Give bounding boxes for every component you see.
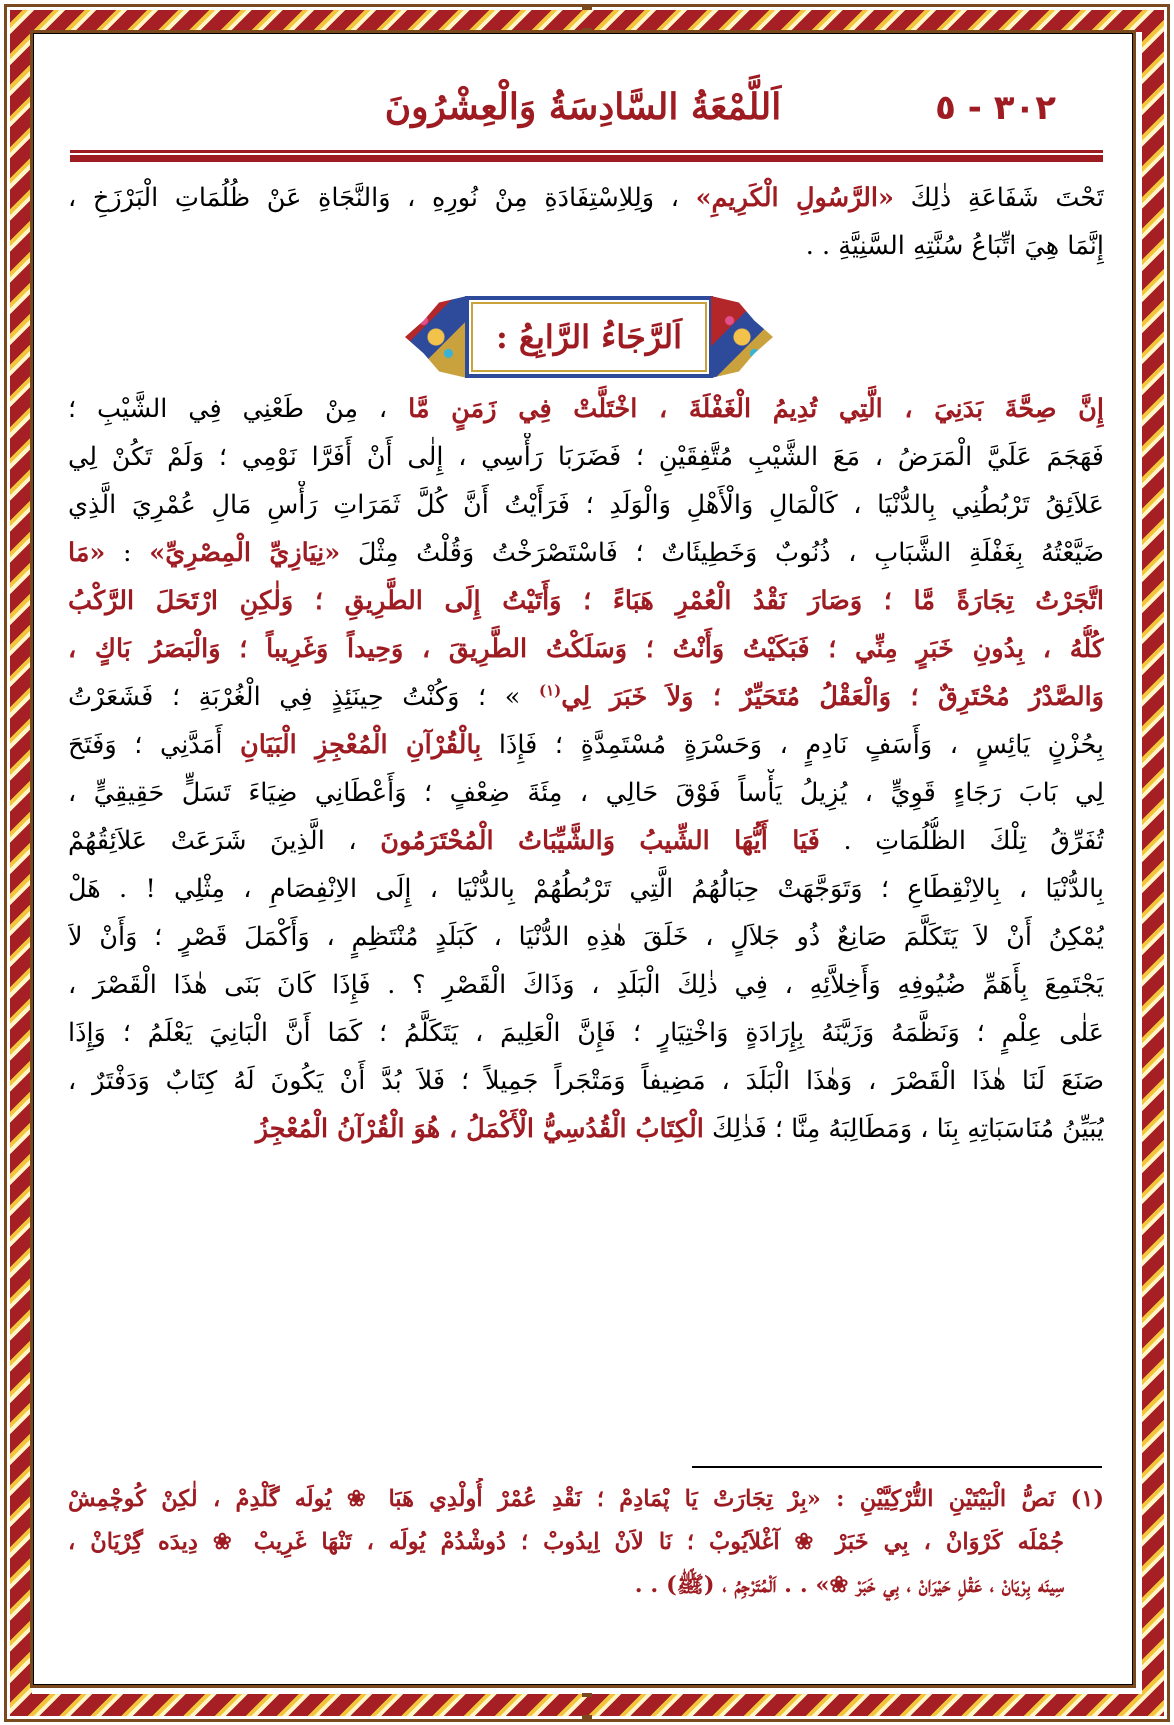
header-rule-thin	[70, 150, 1103, 153]
plain-text: فَهَجَمَ عَلَيَّ الْمَرَضُ ، مَعَ الشَّيْبِ مُتَّفِقَيْنِ ؛ فَضَرَبَا رَأْسِي ، إِلٰى أَنْ أَفَرَّا نَوْمِي ؛ وَلَمْ تَكُنْ لِي	[68, 442, 1104, 472]
plain-text: لِي بَابَ رَجَاءٍ قَوِيٍّ ، يُزِيلُ يَأْساً فَوْقَ حَالِي ، مِئَةَ ضِعْفٍ ؛ وَأَعْطَانِي ضِيَاءَ تَسَلٍّ حَقِيقِيٍّ ،	[68, 778, 1104, 808]
text-line	[68, 481, 1104, 529]
footnote-line: سِينَه بِرْيَانْ ، عَقْلِ حَيْرَانْ ، بِي خَبَرْ ❀» . . اَلْمُتَرْجِمُ ، (ﷺ) . .	[634, 1572, 1064, 1598]
plain-text: إِنَّمَا هِيَ اتِّبَاعُ سُنَّتِهِ السَّنِيَّةِ . .	[805, 231, 1104, 261]
section-heading: اَلرَّجَاءُ الرَّابِعُ :	[495, 318, 683, 356]
page-number: ٣٠٢ - ٥	[935, 88, 1056, 128]
body-paragraph	[68, 385, 1104, 1153]
text-line	[68, 961, 1104, 1009]
plain-text: ، وَلِلاِسْتِفَادَةِ مِنْ نُورِهِ ، وَالنَّجَاةِ عَنْ ظُلُمَاتِ الْبَرْزَخِ ،	[68, 183, 696, 213]
text-line	[68, 625, 1104, 673]
text-line	[68, 1057, 1104, 1105]
plain-text: :	[105, 538, 150, 568]
emphasis-text: وَالصَّدْرُ مُحْتَرِقٌ ؛ وَالْعَقْلُ مُتَحَيِّرٌ ؛ وَلاَ خَبَرَ لِي	[561, 682, 1104, 712]
plain-text: يَجْتَمِعَ بِأَهَمِّ ضُيُوفِهِ وَأَخِلاَّئِهِ ، فِي ذٰلِكَ الْبَلَدِ ، وَذَاكَ الْقَصْرِ ؟ . فَإِذَا كَانَ بَنَى هٰذَا الْقَصْرَ ،	[68, 970, 1104, 1000]
text-line	[68, 865, 1104, 913]
plain-text: تَحْتَ شَفَاعَةِ ذٰلِكَ	[893, 183, 1104, 213]
header-rule-thick	[70, 155, 1103, 162]
text-line	[68, 1105, 1104, 1153]
emphasis-text: فَيَا أَيُّهَا الشِّيبُ وَالشَّيِّبَاتُ الْمُحْتَرَمُونَ	[380, 826, 820, 856]
plain-text: ، الَّذِينَ شَرَعَتْ عَلاَئِقُهُمْ	[68, 826, 381, 856]
section-heading-box	[465, 296, 713, 378]
plain-text: عَلاَئِقُ تَرْبُطُنِي بِالدُّنْيَا ، كَالْمَالِ وَالْأَهْلِ وَالْوَلَدِ ؛ فَرَأَيْتُ أَنَّ كُلَّ ثَمَرَاتِ رَأْسِ مَالِ عُمْرِيَ الَّذِي	[68, 490, 1104, 520]
text-line	[68, 1009, 1104, 1057]
plain-text: تُفَرِّقُ تِلْكَ الظُّلُمَاتِ .	[819, 826, 1104, 856]
plain-text: يُمْكِنُ أَنْ لاَ يَتَكَلَّمَ صَانِعٌ ذُو جَلاَلٍ ، خَلَقَ هٰذِهِ الدُّنْيَا ، كَبَلَدٍ مُنْتَظِمٍ ، وَأَكْمَلَ قَصْرٍ ؛ وَأَنْ لاَ	[68, 922, 1104, 952]
plain-text: ، مِنْ طَعْنِي فِي الشَّيْبِ ؛	[68, 394, 409, 424]
section-heading-ornament	[405, 296, 773, 378]
text-line	[68, 385, 1104, 433]
text-line	[68, 769, 1104, 817]
emphasis-text: اتَّجَرْتُ تِجَارَةً مَّا ؛ وَصَارَ نَقْدُ الْعُمْرِ هَبَاءً ؛ وَأَتَيْتُ إِلَى الطَّرِيقِ ؛ وَلٰكِنِ ارْتَحَلَ الرَّكْبُ	[68, 586, 1104, 616]
page-header	[70, 88, 1096, 138]
emphasis-text: «الرَّسُولِ الْكَرِيمِ»	[695, 183, 894, 213]
footnote-separator	[692, 1466, 1102, 1468]
emphasis-text: الْكِتَابُ الْقُدُسِيُّ الْأَكْمَلُ ، هُوَ الْقُرْآنُ الْمُعْجِزُ	[255, 1114, 704, 1144]
plain-text: صَنَعَ لَنَا هٰذَا الْقَصْرَ ، وَهٰذَا الْبَلَدَ ، مَضِيفاً وَمَتْجَراً جَمِيلاً ؛ فَلاَ بُدَّ أَنْ يَكُونَ لَهُ كِتَابٌ وَدَفْتَرٌ ،	[68, 1066, 1104, 1096]
emphasis-text: كُلُّهُ ، بِدُونِ خَبَرٍ مِنِّي ؛ فَبَكَيْتُ وَأَنْتُ ؛ وَسَلَكْتُ الطَّرِيقَ ، وَحِيداً وَغَرِيباً ؛ وَالْبَصَرُ بَاكٍ ،	[68, 634, 1104, 664]
plain-text: بِحُزْنٍ يَائِسٍ ، وَأَسَفٍ نَادِمٍ ، وَحَسْرَةٍ مُسْتَمِدَّةٍ ؛ فَإِذَا	[481, 730, 1104, 760]
frame-bottom-stud	[582, 1693, 592, 1697]
emphasis-text: بِالْقُرْآنِ الْمُعْجِزِ الْبَيَانِ	[240, 730, 482, 760]
frame-top-stud-inner	[582, 28, 592, 32]
footnote-marker[interactable]: (١)	[539, 681, 562, 700]
plain-text: يُبَيِّنُ مُنَاسَبَاتِهِ بِنَا ، وَمَطَالِبَهُ مِنَّا ؛ فَذٰلِكَ	[703, 1114, 1104, 1144]
plain-text: » ؛ وَكُنْتُ حِينَئِذٍ فِي الْغُرْبَةِ ؛ فَشَعَرْتُ	[68, 682, 539, 712]
intro-paragraph	[68, 174, 1104, 270]
footnotes	[68, 1478, 1104, 1607]
plain-text: أَمَدَّنِي ؛ وَفَتَحَ	[68, 730, 241, 760]
emphasis-text: «نِيَازِيِّ الْمِصْرِيِّ»	[149, 538, 341, 568]
frame-bottom-stud-outer	[582, 1715, 592, 1719]
plain-text: بِالدُّنْيَا ، بِالاِنْقِطَاعِ ؛ وَتَوَجَّهَتْ حِبَالُهُمُ الَّتِي تَرْبُطُهُمْ بِالدُّنْيَا ، إِلَى الاِنْفِصَامِ ، مِثْلِي ! . هَلْ	[68, 874, 1104, 904]
emphasis-text: «مَا	[68, 538, 106, 568]
footnote-line: (١) نَصُّ الْبَيْتَيْنِ التُّرْكِيَّيْنِ : «بِرْ تِجَارَتْ يَا پْمَادِمْ ؛ نَقْدِ عُمْرْ أُولْدِي هَبَا ❀ يُولَه گَلْدِمْ ، لٰكِنْ كُوچْمِشْ	[68, 1486, 1104, 1512]
text-line	[68, 577, 1104, 625]
plain-text: عَلٰى عِلْمٍ ؛ وَنَظَّمَهُ وَزَيَّنَهُ بِإِرَادَةٍ وَاخْتِيَارٍ ؛ فَإِنَّ الْعَلِيمَ ، يَتَكَلَّمُ ؛ كَمَا أَنَّ الْبَانِيَ يَعْلَمُ ؛ وَإِذَا	[68, 1018, 1104, 1048]
plain-text: ضَيَّعْتُهُ بِغَفْلَةِ الشَّبَابِ ، ذُنُوبٌ وَخَطِيئَاتٌ ؛ فَاسْتَصْرَخْتُ وَقُلْتُ مِثْلَ	[340, 538, 1104, 568]
footnote-line: جُمْلَه كَرْوَانْ ، بِي خَبَرْ ❀ آغْلاَيُوبْ ؛ نَا لاَنْ اِيدُوبْ ؛ دُوشْدُمْ يُولَه ، تَنْهَا غَرِيبْ ❀ دِيدَه گِرْيَانْ ،	[68, 1529, 1064, 1555]
frame-top-stud	[582, 6, 592, 10]
ornament-left-cap-icon	[405, 296, 467, 378]
text-line	[68, 673, 1104, 721]
text-line	[68, 433, 1104, 481]
text-line	[68, 913, 1104, 961]
text-line	[68, 721, 1104, 769]
ornament-right-cap-icon	[711, 296, 773, 378]
text-line	[68, 817, 1104, 865]
chapter-title: اَللَّمْعَةُ السَّادِسَةُ وَالْعِشْرُونَ	[384, 86, 782, 128]
text-line	[68, 222, 1104, 270]
text-line	[68, 174, 1104, 222]
text-line	[68, 529, 1104, 577]
emphasis-text: إِنَّ صِحَّةَ بَدَنِيَ ، الَّتِي تُدِيمُ الْغَفْلَةَ ، اخْتَلَّتْ فِي زَمَنٍ مَّا	[408, 394, 1104, 424]
